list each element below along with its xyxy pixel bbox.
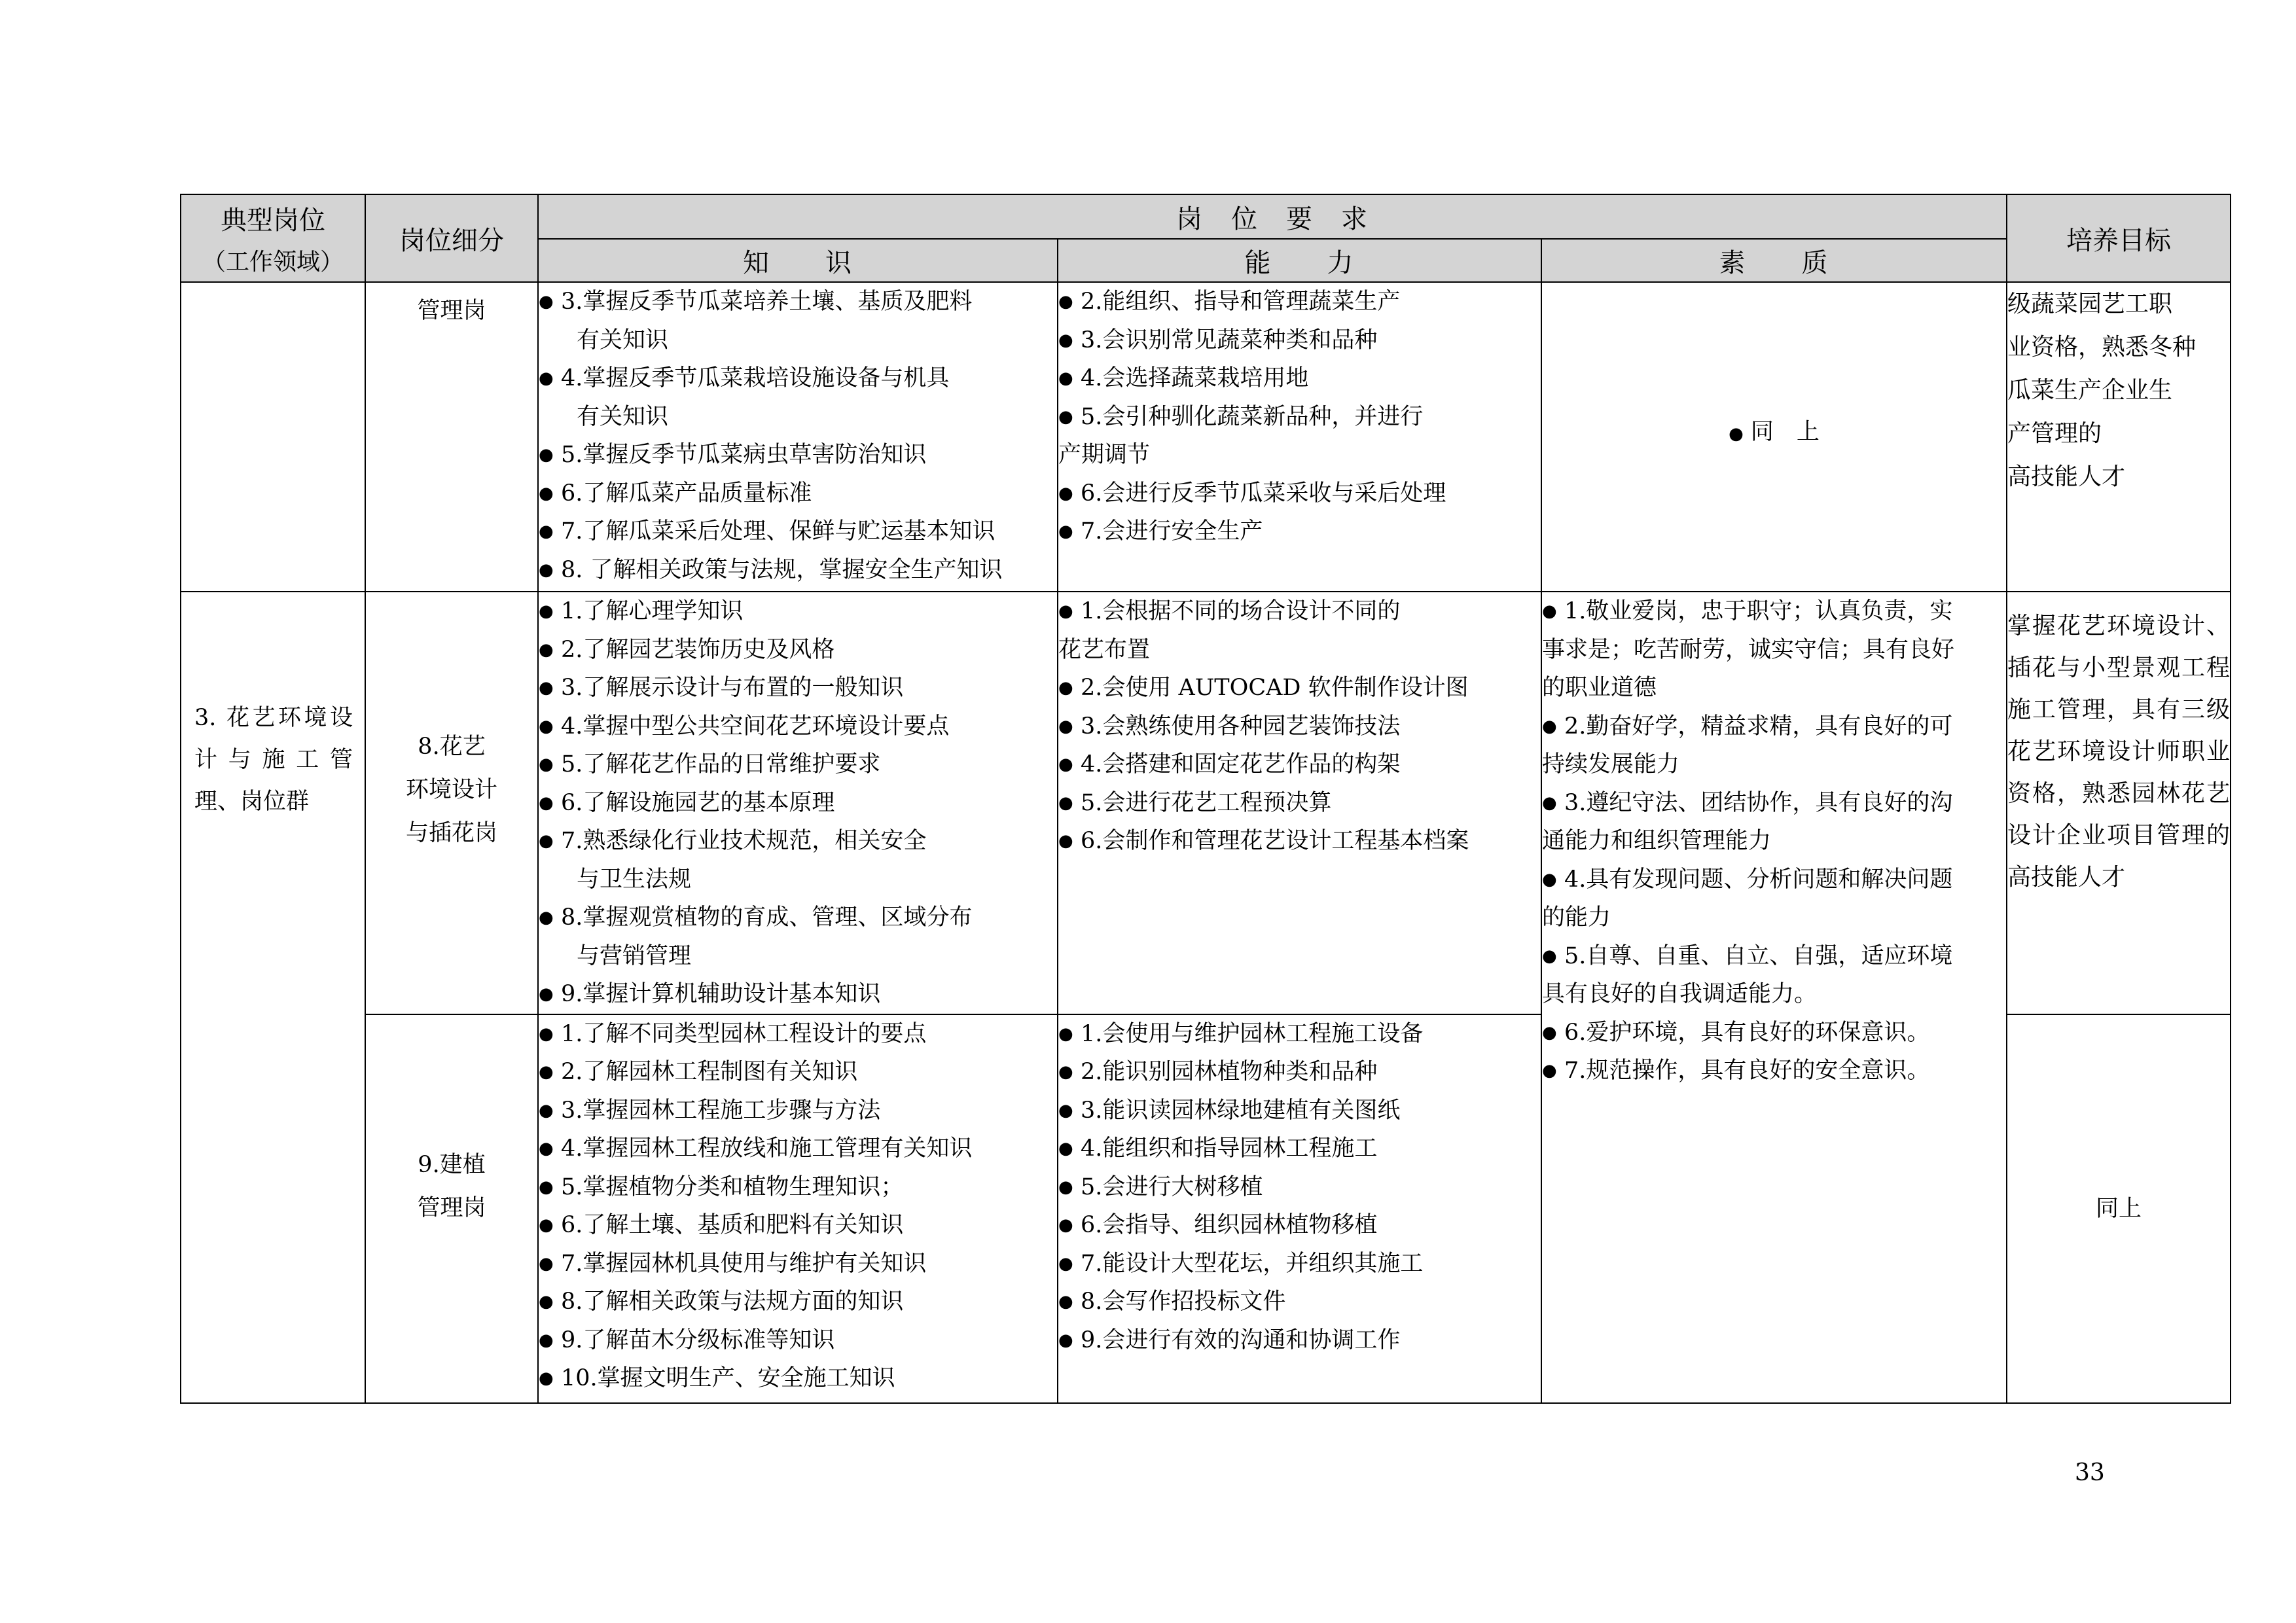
text-line: 业资格，熟悉冬种 [2007,334,2197,361]
list-item: ● 4.掌握中型公共空间花艺环境设计要点 [539,707,1057,746]
list-item: ● 2.能组织、指导和管理蔬菜生产 [1058,283,1541,321]
list-item: ● 1.会使用与维护园林工程施工设备 [1058,1015,1541,1054]
list-item: ● 4.能组织和指导园林工程施工 [1058,1130,1541,1168]
list-item: ● 2.了解园艺装饰历史及风格 [539,631,1057,669]
post-requirements-table [180,194,2231,1404]
row2-field: 3. 花艺环境设计与施工管理、岗位群 [194,705,353,815]
row2-goal-cell [2007,592,2231,1014]
list-item: ● 1.了解心理学知识 [539,592,1057,631]
table-row [181,592,2231,1014]
list-item: 有关知识 [577,403,669,430]
row1-post: 管理岗 [417,298,486,324]
text-line: 级蔬菜园艺工职 [2007,291,2173,317]
text-line: 瓜菜生产企业生 [2007,377,2173,404]
row3-post-cell [365,1014,538,1403]
list-item: ● 4.会选择蔬菜栽培用地 [1058,359,1541,398]
list-item: ● 4.掌握反季节瓜菜栽培设施设备与机具 [539,359,1057,398]
list-item: ● 9.掌握计算机辅助设计基本知识 [539,975,1057,1014]
header-goal: 培养目标 [2007,194,2231,282]
table-row [181,282,2231,592]
row2-post-cell [365,592,538,1014]
text-line: 与插花岗 [405,819,497,846]
list-item: ● 5.会进行花艺工程预决算 [1058,784,1541,823]
list-item: ● 6.会进行反季节瓜菜采收与采后处理 [1058,474,1541,513]
header-requirements: 岗 位 要 求 [538,194,2007,239]
row2-ability [1058,592,1541,1014]
list-item: ● 4.会搭建和固定花艺作品的构架 [1058,745,1541,784]
list-item: ● 9.了解苗木分级标准等知识 [539,1321,1057,1360]
text-line: 产管理的 [2007,420,2102,447]
page-number: 33 [2075,1459,2105,1486]
list-item: ● 8. 了解相关政策与法规，掌握安全生产知识 [539,551,1057,590]
list-item: ● 1.敬业爱岗，忠于职守；认真负责，实 [1542,592,2006,631]
text-line: 环境设计 [405,776,497,803]
text-line: 管理岗 [417,1194,486,1221]
text-line: 9.建植 [418,1151,486,1178]
list-item: ● 5.掌握反季节瓜菜病虫草害防治知识 [539,436,1057,474]
list-item: ● 4.具有发现问题、分析问题和解决问题 [1542,861,2006,899]
text-line: 高技能人才 [2007,463,2126,490]
row1-knowledge [538,282,1058,592]
list-item: ● 7.掌握园林机具使用与维护有关知识 [539,1245,1057,1283]
list-item: ● 1.会根据不同的场合设计不同的 [1058,592,1541,631]
list-item: ● 6.会指导、组织园林植物移植 [1058,1206,1541,1245]
list-item: ● 4.掌握园林工程放线和施工管理有关知识 [539,1130,1057,1168]
list-item: ● 7.了解瓜菜采后处理、保鲜与贮运基本知识 [539,512,1057,551]
list-item: ● 10.掌握文明生产、安全施工知识 [539,1359,1057,1398]
row3-goal: 同上 [2096,1195,2142,1222]
list-item: ● 2.了解园林工程制图有关知识 [539,1053,1057,1092]
list-item: 花艺布置 [1058,636,1151,663]
list-item: ● 3.掌握反季节瓜菜培养土壤、基质及肥料 [539,283,1057,321]
row1-field-cell [181,282,365,592]
row1-quality: 同 上 [1750,418,1820,445]
list-item: ● 9.会进行有效的沟通和协调工作 [1058,1321,1541,1360]
list-item: 通能力和组织管理能力 [1542,828,1772,854]
list-item: ● 8.了解相关政策与法规方面的知识 [539,1283,1057,1321]
row3-goal-cell [2007,1014,2231,1403]
list-item: ● 6.爱护环境，具有良好的环保意识。 [1542,1014,2006,1052]
row2-goal: 掌握花艺环境设计、插花与小型景观工程施工管理，具有三级花艺环境设计师职业资格，熟悉园林花艺设计企业项目管理的高技能人才 [2007,613,2231,891]
list-item: ● 3.了解展示设计与布置的一般知识 [539,669,1057,707]
list-item: 的职业道德 [1542,675,1657,701]
list-item: ● 3.遵纪守法、团结协作，具有良好的沟 [1542,784,2006,823]
row1-post-cell [365,282,538,592]
list-item: ● 3.会识别常见蔬菜种类和品种 [1058,321,1541,360]
bullet-icon: ● [1729,423,1744,444]
list-item: ● 5.会进行大树移植 [1058,1168,1541,1207]
header-knowledge: 知 识 [538,239,1058,282]
list-item: 的能力 [1542,904,1611,931]
text-line: 8.花艺 [418,733,486,760]
list-item: ● 8.会写作招投标文件 [1058,1283,1541,1321]
list-item: ● 2.能识别园林植物种类和品种 [1058,1053,1541,1092]
list-item: ● 3.能识读园林绿地建植有关图纸 [1058,1092,1541,1130]
list-item: ● 2.勤奋好学，精益求精，具有良好的可 [1542,707,2006,746]
list-item: 与营销管理 [577,942,692,969]
header-post-detail: 岗位细分 [365,194,538,282]
list-item: 与卫生法规 [577,866,692,893]
list-item: ● 5.掌握植物分类和植物生理知识； [539,1168,1057,1207]
list-item: ● 2.会使用 AUTOCAD 软件制作设计图 [1058,669,1541,707]
header-quality: 素 质 [1541,239,2007,282]
list-item: ● 6.了解设施园艺的基本原理 [539,784,1057,823]
row1-quality-cell [1541,282,2007,592]
list-item: 事求是；吃苦耐劳，诚实守信；具有良好 [1542,636,1955,663]
list-item: 产期调节 [1058,442,1151,468]
list-item: ● 3.会熟练使用各种园艺装饰技法 [1058,707,1541,746]
row3-ability [1058,1014,1541,1403]
list-item: 有关知识 [577,327,669,353]
list-item: ● 5.自尊、自重、自立、自强，适应环境 [1542,937,2006,976]
header-typical-post [181,194,365,282]
row3-knowledge [538,1014,1058,1403]
list-item: 具有良好的自我调适能力。 [1542,981,1818,1007]
row2-knowledge [538,592,1058,1014]
list-item: ● 5.了解花艺作品的日常维护要求 [539,745,1057,784]
list-item: ● 8.掌握观赏植物的育成、管理、区域分布 [539,899,1057,937]
list-item: ● 6.了解土壤、基质和肥料有关知识 [539,1206,1057,1245]
row2-quality [1541,592,2007,1403]
list-item: ● 7.规范操作，具有良好的安全意识。 [1542,1052,2006,1090]
header-typical-post-label: 典型岗位 [221,205,325,236]
list-item: ● 7.熟悉绿化行业技术规范，相关安全 [539,822,1057,861]
list-item: ● 7.会进行安全生产 [1058,512,1541,551]
list-item: ● 6.会制作和管理花艺设计工程基本档案 [1058,822,1541,861]
row1-ability [1058,282,1541,592]
list-item: ● 6.了解瓜菜产品质量标准 [539,474,1057,513]
list-item: ● 7.能设计大型花坛，并组织其施工 [1058,1245,1541,1283]
row1-goal [2007,282,2231,592]
header-ability: 能 力 [1058,239,1541,282]
row2-field-cell [181,592,365,1403]
header-typical-post-sub: （工作领域） [202,249,344,276]
list-item: ● 1.了解不同类型园林工程设计的要点 [539,1015,1057,1054]
list-item: ● 5.会引种驯化蔬菜新品种，并进行 [1058,398,1541,437]
list-item: ● 3.掌握园林工程施工步骤与方法 [539,1092,1057,1130]
list-item: 持续发展能力 [1542,751,1680,777]
